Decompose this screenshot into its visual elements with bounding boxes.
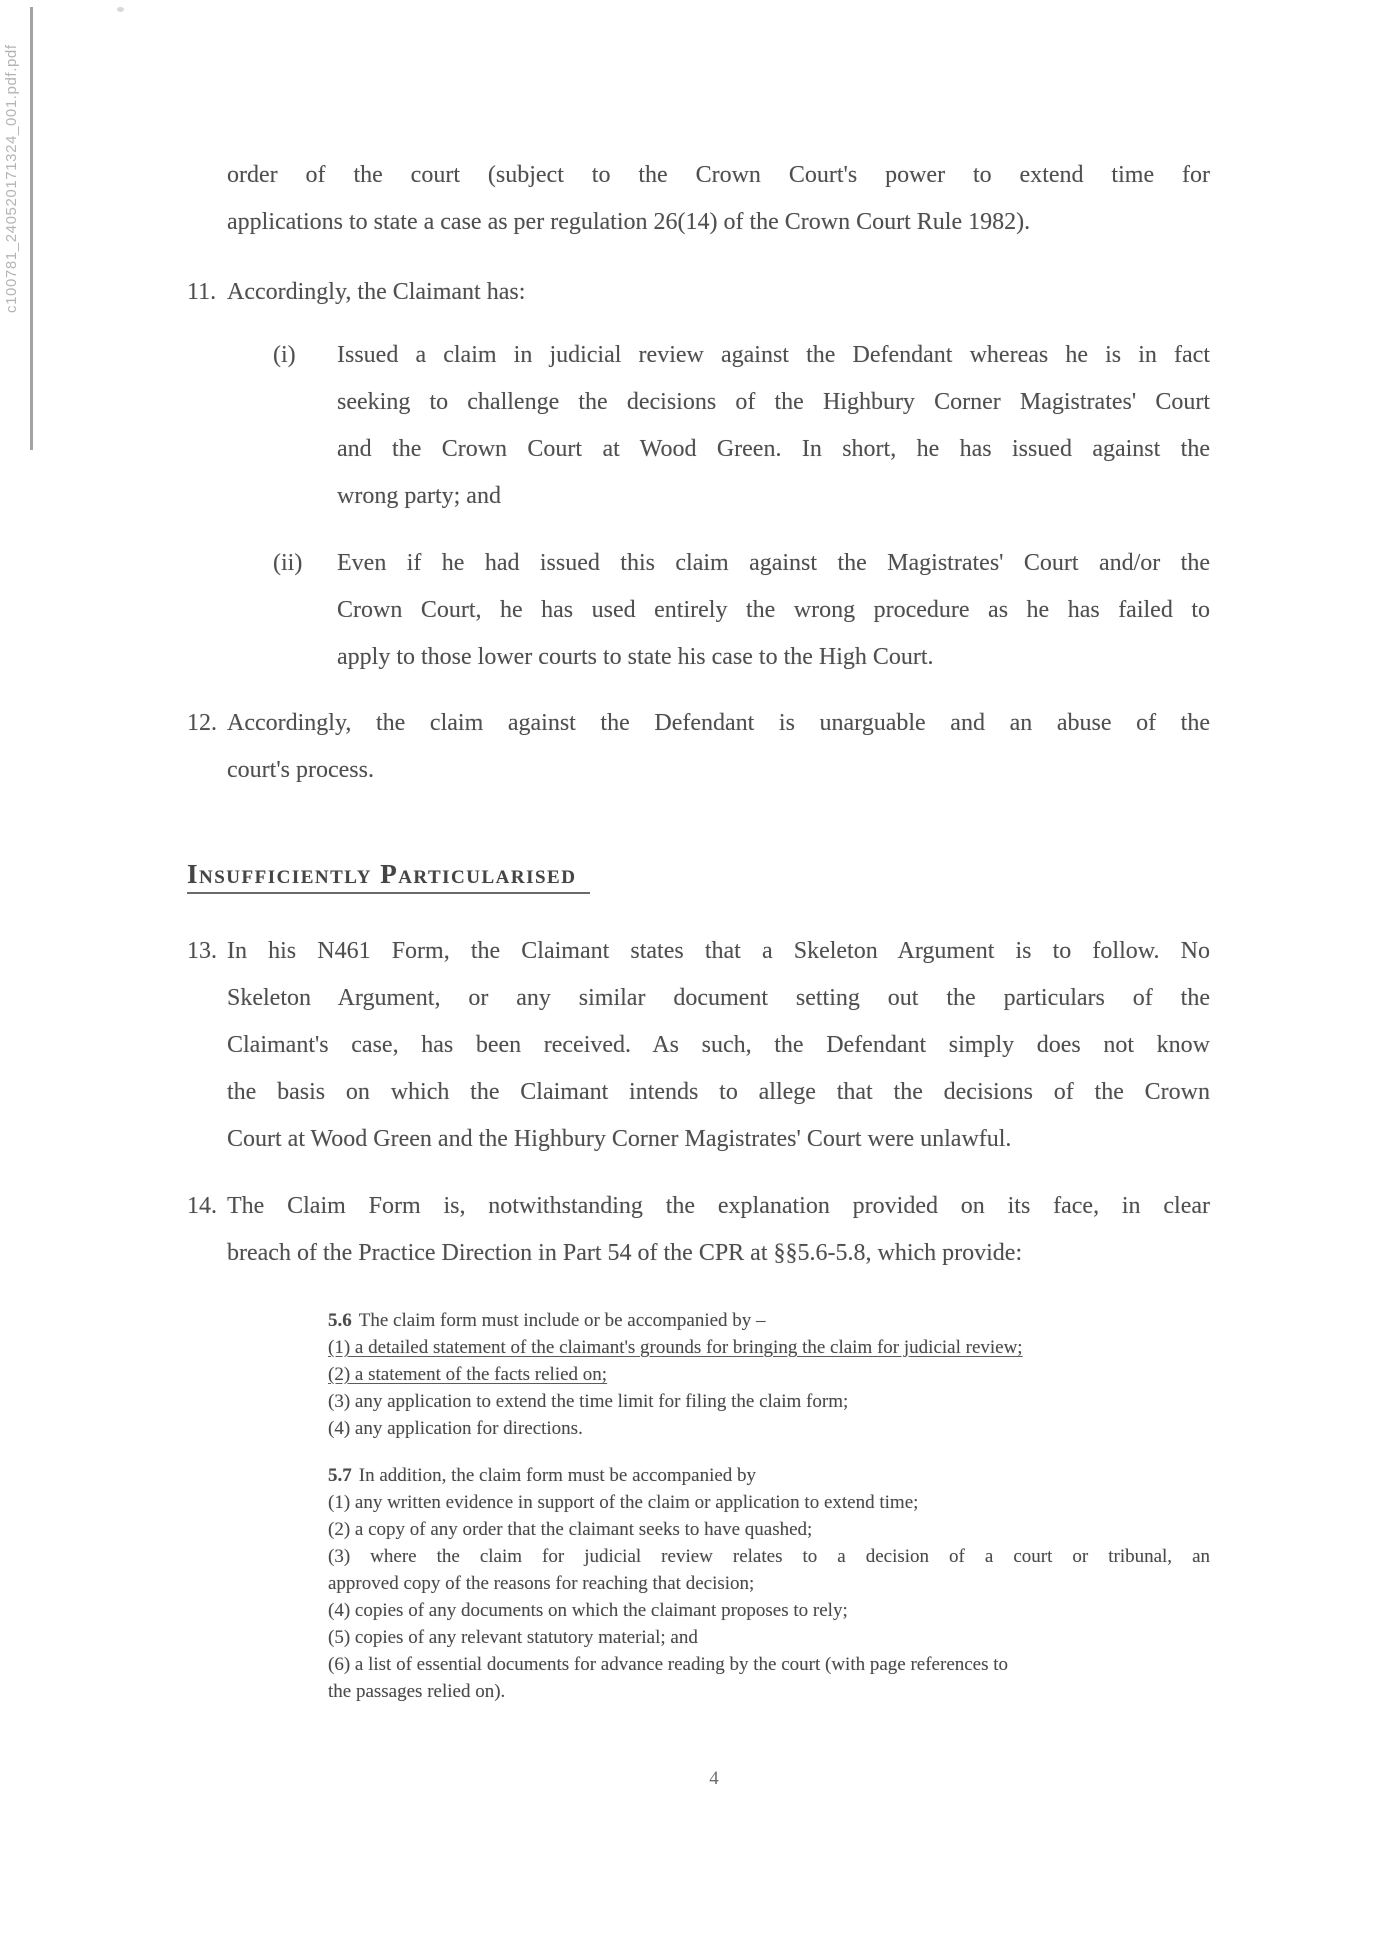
paragraph-number: 13. [187,938,217,964]
quote-line: (3) where the claim for judicial review relates to a decision of a court or tribunal, an [328,1546,1210,1567]
paragraph-line: Crown Court, he has used entirely the wrong procedure as he has failed to [337,597,1210,623]
paragraph-line: apply to those lower courts to state his case to the High Court. [337,644,934,670]
pdf-filename-vertical: c100781_240520171324_001.pdf.pdf [3,44,20,313]
list-item-marker: (ii) [273,550,303,576]
quote-line: (4) copies of any documents on which the claimant proposes to rely; [328,1600,848,1621]
paragraph-line: wrong party; and [337,483,501,509]
paragraph-line: applications to state a case as per regulation 26(14) of the Crown Court Rule 1982). [227,209,1031,235]
quote-section-number: 5.7 [328,1465,352,1486]
quote-intro-text: In addition, the claim form must be accompanied by [358,1465,757,1486]
quote-intro-text: The claim form must include or be accompanied by – [358,1310,766,1331]
scan-artifact-dot [117,7,124,12]
list-item-marker: (i) [273,342,296,368]
quoted-practice-direction [328,1307,1210,1705]
paragraph-line: Skeleton Argument, or any similar document setting out the particulars of the [227,985,1210,1011]
paragraph-line: and the Crown Court at Wood Green. In short, he has issued against the [337,436,1210,462]
document-body [187,152,1210,1705]
list-item-i [187,332,1210,520]
paragraph-line: order of the court (subject to the Crown Court's power to extend time for [227,162,1210,188]
quote-line: (2) a copy of any order that the claimant seeks to have quashed; [328,1519,813,1540]
paragraph-12 [187,700,1210,794]
quote-line: (5) copies of any relevant statutory material; and [328,1627,698,1648]
paragraph-line: Accordingly, the Claimant has: [227,279,526,305]
paragraph-line: the basis on which the Claimant intends to allege that the decisions of the Crown [227,1079,1210,1105]
left-scan-rule [30,7,33,450]
paragraph-line: seeking to challenge the decisions of the Highbury Corner Magistrates' Court [337,389,1210,415]
quote-line: (4) any application for directions. [328,1418,583,1439]
quote-line: (2) a statement of the facts relied on; [328,1364,608,1385]
paragraph-number: 12. [187,710,217,736]
paragraph-number: 11. [187,279,217,305]
paragraph-line: Even if he had issued this claim against the Magistrates' Court and/or the [337,550,1210,576]
quote-line: (3) any application to extend the time limit for filing the claim form; [328,1391,849,1412]
paragraph-line: Court at Wood Green and the Highbury Corner Magistrates' Court were unlawful. [227,1126,1012,1152]
page-number: 4 [709,1768,719,1789]
quote-line: the passages relied on). [328,1681,506,1702]
paragraph-13 [187,928,1210,1163]
paragraph-line: court's process. [227,757,374,783]
paragraph-line: Accordingly, the claim against the Defendant is unarguable and an abuse of the [227,710,1210,736]
quoted-provision-5-6 [328,1307,1210,1442]
paragraph-line: In his N461 Form, the Claimant states that a Skeleton Argument is to follow. No [227,938,1210,964]
paragraph-11 [187,269,1210,316]
quote-line: (6) a list of essential documents for advance reading by the court (with page references to [328,1654,1009,1675]
section-heading: Insufficiently Particularised [187,857,590,894]
paragraph-line: breach of the Practice Direction in Part 54 of the CPR at §§5.6-5.8, which provide: [227,1240,1023,1266]
paragraph-10-continuation [187,152,1210,246]
quote-intro-line [328,1307,1210,1334]
paragraph-14 [187,1183,1210,1277]
paragraph-line: Issued a claim in judicial review against the Defendant whereas he is in fact [337,342,1210,368]
paragraph-number: 14. [187,1193,217,1219]
list-item-ii [187,540,1210,681]
quote-line: (1) a detailed statement of the claimant's grounds for bringing the claim for judicial review; [328,1337,1023,1358]
quoted-provision-5-7 [328,1462,1210,1705]
quote-line: approved copy of the reasons for reaching that decision; [328,1573,755,1594]
quote-section-number: 5.6 [328,1310,352,1331]
quote-intro-line [328,1462,1210,1489]
paragraph-line: Claimant's case, has been received. As such, the Defendant simply does not know [227,1032,1210,1058]
quote-line: (1) any written evidence in support of the claim or application to extend time; [328,1492,919,1513]
paragraph-line: The Claim Form is, notwithstanding the explanation provided on its face, in clear [227,1193,1210,1219]
